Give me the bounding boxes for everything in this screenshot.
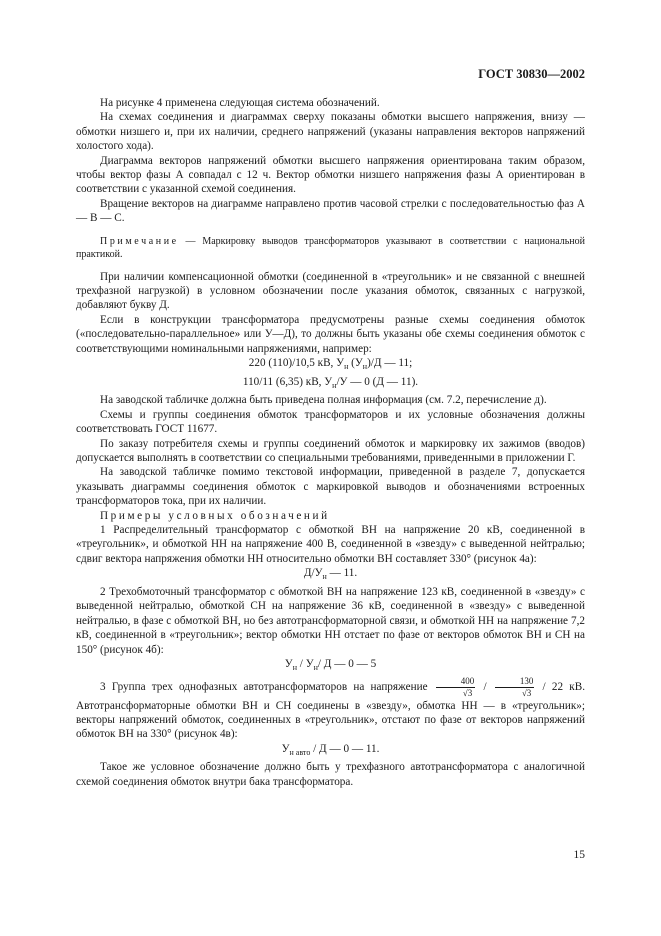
example-3: 3 Группа трех однофазных автотрансформаторов на напряжение $\frac{400}{√3}$ / $\frac{130}{√3}$ / 22 кВ. Автотрансформаторные обмотки ВН и СН соединены в «звезду», обмотка НН — в «треугольник»; векторы напряжений обмоток, соединенных в «треугольник», отстают по фазе от векторов напряжений обмоток ВН на 330° (рисунок 4в): [76,675,585,741]
note [76,235,585,261]
fraction-denominator: √3 [462,687,473,698]
fraction-denominator: √3 [521,687,532,698]
formula-part: )/Д — 11; [367,357,413,370]
formula-sub: н [362,362,368,372]
fraction-130 [495,676,535,699]
formula-5 [76,742,585,761]
example-1: 1 Распределительный трансформатор с обмоткой ВН на напряжение 20 кВ, соединенной в «треугольник», и обмоткой НН на напряжение 400 В, соединенной в «звезду» с выведенной нейтралью; сдвиг вектора напряжения обмотки НН относительно обмотки ВН составляет 330° (рисунок 4а): [76,524,585,565]
paragraph: Схемы и группы соединения обмоток трансформаторов и их условные обозначения должны соответствовать ГОСТ 11677. [76,408,585,436]
formula-sub: н [344,362,349,372]
fraction-numerator: 400 [436,676,476,688]
formula-4 [76,657,585,676]
formula-part: — 11. [326,567,358,580]
formula-part: (У [348,357,363,370]
formula-part: 220 (110)/10,5 кВ, У [248,357,345,370]
formula-sub: н [313,663,318,673]
formula-3 [76,566,585,585]
formula-part: Д/У [303,567,323,580]
examples-heading: Примеры условных обозначений [100,509,330,522]
paragraph: По заказу потребителя схемы и группы соединений обмоток и маркировку их зажимов (вводов) допускается выполнять в соответствии со специальными требованиями, приведенными в приложении Г. [76,437,585,464]
formula-part: У [284,657,293,670]
paragraph: На заводской табличке помимо текстовой информации, приведенной в разделе 7, допускается указывать диаграммы соединения обмоток с маркировкой выводов и обозначениями встроенных трансформаторов тока, при их наличии. [76,466,585,508]
paragraph: Если в конструкции трансформатора предусмотрены разные схемы соединения обмоток («последовательно-параллельное» или У—Д), то должны быть указаны обе схемы соединения обмоток с соответствующими номинальными напряжениями, например: [76,313,585,355]
formula-sub: н [292,663,297,673]
document-header: ГОСТ 30830—2002 [478,67,585,81]
note-label: Примечание [100,235,179,247]
example-2: 2 Трехобмоточный трансформатор с обмоткой ВН на напряжение 123 кВ, соединенной в «звезду» с выведенной нейтралью, обмоткой СН на напряжение 36 кВ, соединенной в «звезду» с выведенной нейтралью, в фазе с обмоткой ВН, но без автотрансформаторной связи, и обмоткой НН на напряжение 7,2 кВ, соединенной в «треугольник»; вектор обмотки НН отстает по фазе от векторов обмоток ВН и СН на 150° (рисунок 4б): [76,585,585,656]
paragraph: На рисунке 4 применена следующая система обозначений. [100,97,380,109]
paragraph: Диаграмма векторов напряжений обмотки высшего напряжения ориентирована таким образом, чтобы вектор фазы А совпадал с 12 ч. Вектор обмотки низшего напряжения фазы А ориентирован в соответствии с указанной схемой соединения. [76,154,585,196]
example-3-end: / 22 кВ. Автотрансформаторные обмотки ВН и СН соединены в «звезду», обмотка НН — в «треугольник»; векторы напряжений обмоток, соединенных в «треугольник», отстают по фазе от векторов напряжений обмоток ВН на 330° (рисунок 4в): [76,680,585,741]
formula-part: /У — 0 (Д — 11). [336,375,419,388]
paragraph-final: Такое же условное обозначение должно быть у трехфазного автотрансформатора с аналогичной схемой соединения обмоток внутри бака трансформатора. [76,761,585,788]
paragraph: На заводской табличке должна быть приведена полная информация (см. 7.2, перечисление д). [100,394,547,407]
example-3-start: 3 Группа трех однофазных автотрансформаторов на напряжение [100,680,434,693]
fraction-numerator: 130 [495,676,535,688]
formula-part: / Д — 0 — 5 [317,657,377,670]
formula-1 [76,356,585,375]
page-number: 15 [573,849,585,861]
paragraph: На схемах соединения и диаграммах сверху показаны обмотки высшего напряжения, внизу — обмотки низшего и, при их наличии, среднего напряжений (указаны направления векторов напряжений холостого хода). [76,111,585,153]
formula-2 [76,375,585,394]
formula-part: / Д — 0 — 11. [310,742,380,755]
formula-part: / У [297,657,314,670]
formula-sub: н [332,380,337,390]
paragraph: Вращение векторов на диаграмме направлено против часовой стрелки с последовательностью фаз А — В — С. [76,197,585,225]
paragraph: При наличии компенсационной обмотки (соединенной в «треугольник» и не связанной с внешней трехфазной нагрузкой) в условном обозначении после указания обмоток, связанных с нагрузкой, добавляют букву Д. [76,270,585,312]
note-text: — Маркировку выводов трансформаторов указывают в соответствии с национальной практикой. [76,235,585,260]
formula-sub: н [322,572,327,582]
page-body [76,96,585,789]
formula-part: 110/11 (6,35) кВ, У [242,375,333,388]
formula-part: У [281,742,290,755]
fraction-400 [436,676,476,699]
formula-sub: н авто [289,748,311,758]
